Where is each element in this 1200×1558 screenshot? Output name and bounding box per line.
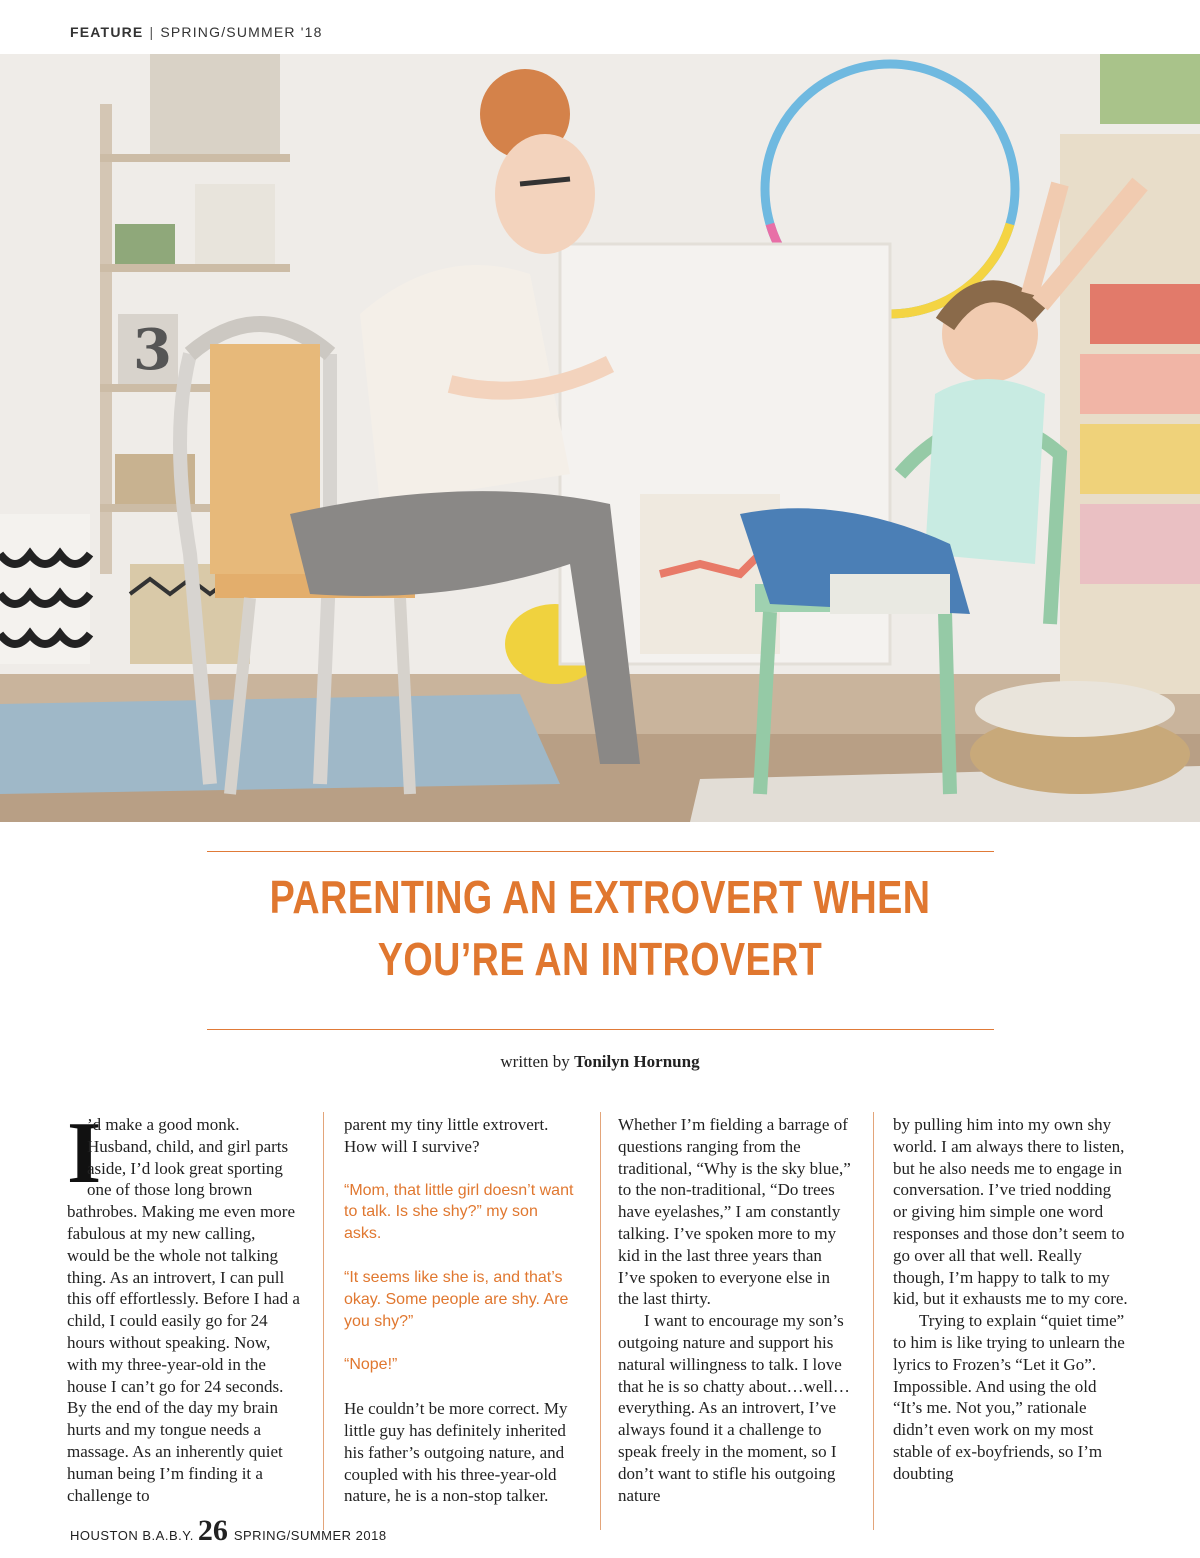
- title-rule-bottom: [207, 1029, 994, 1030]
- quote-2: “It seems like she is, and that’s okay. Some people are shy. Are you shy?”: [344, 1268, 569, 1330]
- column-2-intro: parent my tiny little extrovert. How will I survive?: [344, 1115, 549, 1156]
- title-rule-top: [207, 851, 994, 852]
- title-line-1: PARENTING AN EXTROVERT WHEN: [269, 871, 931, 923]
- page-header: [70, 24, 323, 40]
- page-footer: [70, 1516, 387, 1546]
- column-divider-3: [873, 1112, 874, 1530]
- column-3-paragraph-1: Whether I’m fielding a barrage of questions ranging from the traditional, “Why is the sky blue,” to the non-traditional, “Do trees have eyelashes,” I am constantly talking. I’ve spoken more to my kid in the last three years than I’ve spoken to everyone else in the last thirty.: [618, 1115, 851, 1309]
- column-4-paragraph-2: Trying to explain “quiet time” to him is like trying to unlearn the lyrics to Frozen’s “Let it Go”. Impossible. And using the old “It’s me. Not you,” rationale didn’t even work on my most stable of ex-boyfriends, so I’m doubting: [893, 1311, 1125, 1483]
- footer-magazine: HOUSTON B.A.B.Y.: [70, 1528, 194, 1543]
- byline: [0, 1052, 1200, 1072]
- column-1-text: ’d make a good monk. Husband, child, and girl parts aside, I’d look great sporting one of those long brown bathrobes. Making me even more fabulous at my new calling, would be the whole not talking thing. As an introvert, I can pull this off effortlessly. Before I had a child, I could easily go for 24 hours without speaking. Now, with my three-year-old in the house I can’t go for 24 seconds. By the end of the day my brain hurts and my tongue needs a massage. As an inherently quiet human being I’m finding it a challenge to: [67, 1115, 300, 1505]
- drop-cap: I: [67, 1105, 102, 1202]
- column-divider-2: [600, 1112, 601, 1530]
- quote-3: “Nope!”: [344, 1356, 398, 1374]
- article-title: [231, 866, 969, 990]
- column-divider-1: [323, 1112, 324, 1530]
- column-2-outro: He couldn’t be more correct. My little guy has definitely inherited his father’s outgoing nature, and coupled with his three-year-old nature, he is a non-stop talker.: [344, 1399, 568, 1506]
- column-1: [67, 1105, 302, 1506]
- column-4-paragraph-1: by pulling him into my own shy world. I am always there to listen, but he also needs me to engage in conversation. I’ve tried nodding or giving him simple one word responses and those don’t seem to go over all that well. Really though, I’m happy to talk to my kid, but it exhausts me to my core.: [893, 1115, 1128, 1309]
- byline-prefix: written by: [500, 1052, 570, 1071]
- footer-issue: SPRING/SUMMER 2018: [233, 1528, 387, 1543]
- author-name: Tonilyn Hornung: [574, 1052, 700, 1071]
- shelf-number: 3: [133, 317, 172, 383]
- column-3-paragraph-2: I want to encourage my son’s outgoing nature and support his natural willingness to talk. I love that he is so chatty about…well…everything. As an introvert, I’ve always found it a challenge to speak freely in the moment, so I don’t want to stifle his outgoing nature: [618, 1311, 850, 1505]
- column-2: [344, 1114, 579, 1507]
- issue-label: SPRING/SUMMER '18: [160, 24, 323, 40]
- header-separator: |: [149, 24, 155, 40]
- title-line-2: YOU’RE AN INTROVERT: [377, 933, 823, 985]
- hero-photo: [0, 54, 1200, 822]
- page-number: 26: [197, 1514, 228, 1547]
- quote-1: “Mom, that little girl doesn’t want to talk. Is she shy?” my son asks.: [344, 1181, 574, 1243]
- column-4: [893, 1114, 1128, 1485]
- column-3: [618, 1114, 853, 1506]
- section-label: FEATURE: [70, 24, 144, 40]
- hero-illustration: [0, 54, 1200, 822]
